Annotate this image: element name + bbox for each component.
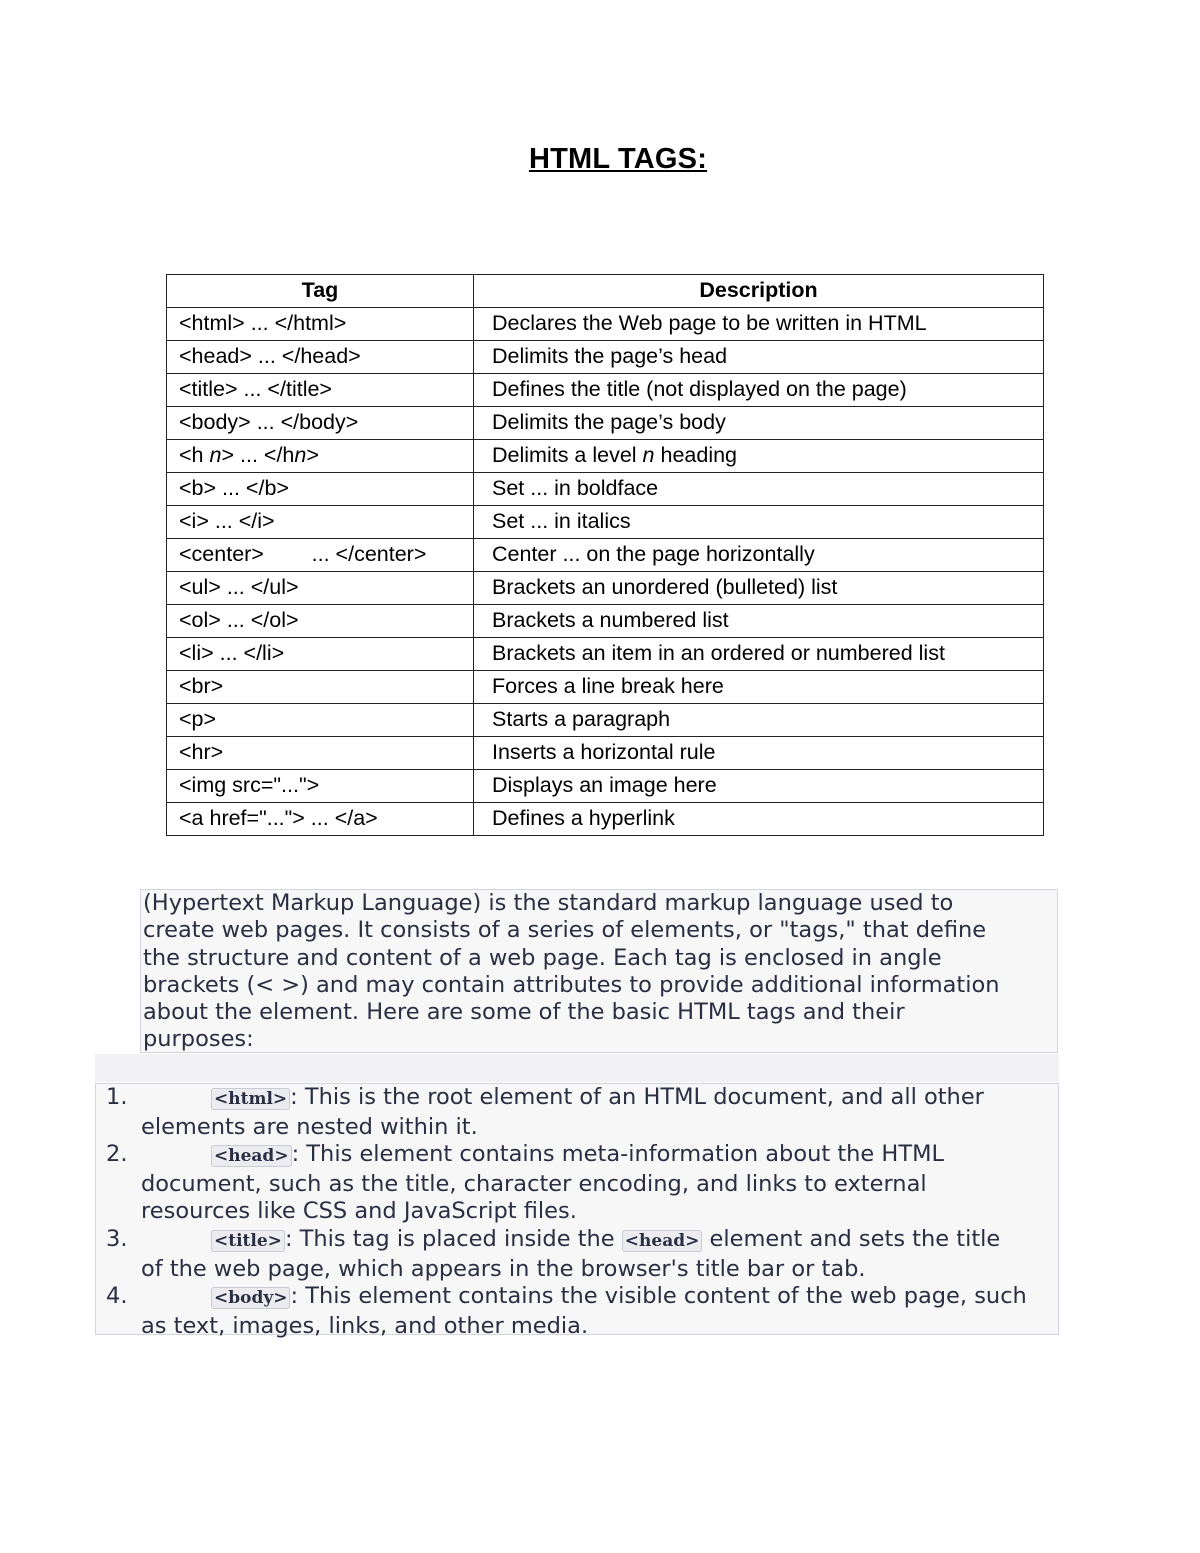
description-text: heading [654, 443, 738, 468]
table-row [167, 671, 1044, 704]
intro-line: purposes: [143, 1026, 254, 1053]
list-item-first-line [141, 1141, 1058, 1171]
description-cell: Forces a line break here [474, 671, 1044, 704]
spacer-band [95, 1054, 1059, 1082]
tag-cell: <a href="..."> ... </a> [167, 803, 474, 836]
description-cell: Center ... on the page horizontally [474, 539, 1044, 572]
column-header-tag: Tag [167, 275, 474, 308]
list-item-text: : This element contains the visible content of the web page, such [290, 1283, 1027, 1310]
tag-cell: <hr> [167, 737, 474, 770]
intro-line: create web pages. It consists of a series of elements, or "tags," that define [143, 917, 987, 944]
tag-cell: <br> [167, 671, 474, 704]
tag-cell: <ul> ... </ul> [167, 572, 474, 605]
table-row [167, 605, 1044, 638]
list-item-text: document, such as the title, character encoding, and links to external [141, 1170, 927, 1197]
description-cell: Brackets a numbered list [474, 605, 1044, 638]
description-cell: Set ... in boldface [474, 473, 1044, 506]
list-item [96, 1084, 1058, 1141]
intro-line: about the element. Here are some of the basic HTML tags and their [143, 999, 905, 1026]
inline-code: <body> [211, 1287, 290, 1309]
description-cell: Delimits the page’s body [474, 407, 1044, 440]
list-item-text: element and sets the title [702, 1225, 1001, 1252]
list-number: 2. [106, 1141, 128, 1168]
intro-line: the structure and content of a web page. Each tag is enclosed in angle [143, 944, 942, 971]
tag-list [96, 1084, 1058, 1340]
description-cell: Displays an image here [474, 770, 1044, 803]
description-cell [474, 440, 1044, 473]
tag-cell: <ol> ... </ol> [167, 605, 474, 638]
list-item-text: : This is the root element of an HTML document, and all other [290, 1084, 984, 1110]
tag-cell: <title> ... </title> [167, 374, 474, 407]
table-row [167, 803, 1044, 836]
intro-line: (Hypertext Markup Language) is the standard markup language used to [143, 890, 954, 916]
table-row [167, 308, 1044, 341]
tag-text: <h [179, 443, 210, 468]
table-row [167, 473, 1044, 506]
intro-line: brackets (< >) and may contain attributes to provide additional information [143, 971, 1000, 998]
list-item [96, 1283, 1058, 1340]
description-cell: Brackets an unordered (bulleted) list [474, 572, 1044, 605]
table-row [167, 506, 1044, 539]
tag-text: > [306, 443, 319, 468]
list-item-text: as text, images, links, and other media. [141, 1312, 589, 1339]
tag-text: > ... </h [221, 443, 295, 468]
description-cell: Defines a hyperlink [474, 803, 1044, 836]
description-text-italic: n [642, 443, 655, 468]
inline-code: <head> [622, 1230, 703, 1252]
table-row [167, 440, 1044, 473]
table-row [167, 770, 1044, 803]
tag-cell: <head> ... </head> [167, 341, 474, 374]
table-row [167, 374, 1044, 407]
description-cell: Defines the title (not displayed on the page) [474, 374, 1044, 407]
description-cell: Starts a paragraph [474, 704, 1044, 737]
table-row [167, 407, 1044, 440]
table-row [167, 572, 1044, 605]
tag-cell: <p> [167, 704, 474, 737]
tag-cell: <b> ... </b> [167, 473, 474, 506]
list-item-text: of the web page, which appears in the browser's title bar or tab. [141, 1255, 866, 1282]
tag-cell: <img src="..."> [167, 770, 474, 803]
inline-code: <head> [211, 1145, 292, 1167]
table-row [167, 539, 1044, 572]
intro-paragraph [140, 889, 1058, 1053]
description-text: Delimits a level [492, 443, 643, 468]
list-item [96, 1141, 1058, 1226]
tag-cell: <body> ... </body> [167, 407, 474, 440]
tag-text-italic: n [294, 443, 307, 468]
list-item-text: elements are nested within it. [141, 1113, 478, 1140]
description-cell: Declares the Web page to be written in HTML [474, 308, 1044, 341]
description-cell: Brackets an item in an ordered or numbered list [474, 638, 1044, 671]
html-tags-table [166, 274, 1044, 836]
inline-code: <title> [211, 1230, 285, 1252]
description-cell: Delimits the page’s head [474, 341, 1044, 374]
tag-text-italic: n [209, 443, 222, 468]
tag-cell: <center> ... </center> [167, 539, 474, 572]
list-item-first-line [141, 1226, 1058, 1256]
list-item-text: resources like CSS and JavaScript files. [141, 1198, 577, 1225]
list-number: 1. [106, 1084, 128, 1110]
list-item-first-line [141, 1084, 1058, 1114]
list-number: 3. [106, 1225, 128, 1252]
table-row [167, 638, 1044, 671]
tag-cell [167, 440, 474, 473]
inline-code: <html> [211, 1088, 290, 1110]
page-title: HTML TAGS: [528, 143, 708, 175]
list-item [96, 1226, 1058, 1283]
list-item-text: : This element contains meta-information about the HTML [291, 1141, 945, 1168]
table-row [167, 737, 1044, 770]
column-header-description: Description [474, 275, 1044, 308]
tag-cell: <i> ... </i> [167, 506, 474, 539]
list-item-text: : This tag is placed inside the [284, 1225, 622, 1252]
tag-cell: <html> ... </html> [167, 308, 474, 341]
table-row [167, 704, 1044, 737]
list-number: 4. [106, 1283, 128, 1310]
description-cell: Set ... in italics [474, 506, 1044, 539]
description-cell: Inserts a horizontal rule [474, 737, 1044, 770]
list-item-first-line [141, 1283, 1058, 1313]
tag-list-box [95, 1083, 1059, 1339]
table-row [167, 341, 1044, 374]
tag-cell: <li> ... </li> [167, 638, 474, 671]
table-header-row [167, 275, 1044, 308]
